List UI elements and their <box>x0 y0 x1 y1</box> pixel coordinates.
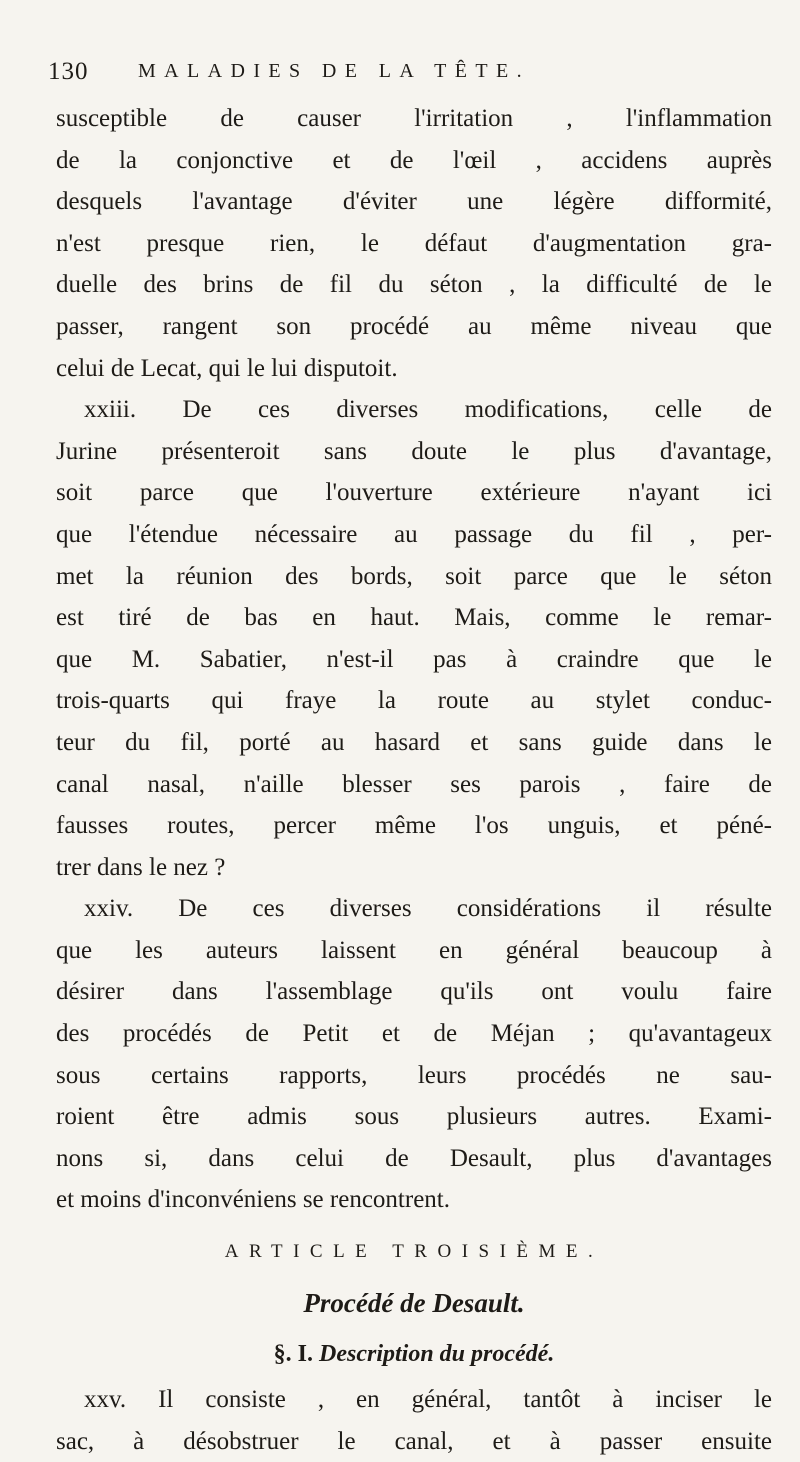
text-line: met la réunion des bords, soit parce que le séton <box>56 562 772 590</box>
text-line: trer dans le nez ? <box>56 853 226 881</box>
paragraph <box>56 98 772 389</box>
text-line: celui de Lecat, qui le lui disputoit. <box>56 354 398 382</box>
running-title: MALADIES DE LA TÊTE. <box>138 60 531 82</box>
section-title: Procédé de Desault. <box>303 1288 525 1319</box>
article-heading: ARTICLE TROISIÈME. <box>224 1241 604 1263</box>
text-line: teur du fil, porté au hasard et sans guide dans le <box>56 728 772 756</box>
text-line: n'est presque rien, le défaut d'augmentation gra- <box>56 229 772 257</box>
text-line: que M. Sabatier, n'est-il pas à craindre que le <box>56 645 772 673</box>
text-line: et moins d'inconvéniens se rencontrent. <box>56 1186 450 1214</box>
paragraph <box>56 888 772 1221</box>
text-line: que les auteurs laissent en général beaucoup à <box>56 936 772 964</box>
text-line: passer, rangent son procédé au même niveau que <box>56 312 772 340</box>
paragraph <box>56 1379 772 1462</box>
text-line: susceptible de causer l'irritation , l'inflammation <box>56 105 772 132</box>
page-number: 130 <box>48 58 89 85</box>
text-line: soit parce que l'ouverture extérieure n'ayant ici <box>56 479 772 507</box>
body-text <box>56 98 772 1462</box>
text-line: désirer dans l'assemblage qu'ils ont voulu faire <box>56 978 772 1006</box>
text-line: sous certains rapports, leurs procédés ne sau- <box>56 1061 772 1089</box>
text-line: de la conjonctive et de l'œil , accidens auprès <box>56 146 772 174</box>
text-line: roient être admis sous plusieurs autres. Exami- <box>56 1103 772 1131</box>
text-line: desquels l'avantage d'éviter une légère difformité, <box>56 188 772 216</box>
text-line: que l'étendue nécessaire au passage du fil , per- <box>56 520 772 548</box>
section-mark: §. I. <box>273 1341 314 1368</box>
subsection-title: Description du procédé. <box>319 1341 555 1368</box>
text-line: des procédés de Petit et de Méjan ; qu'avantageux <box>56 1020 772 1048</box>
subsection-heading <box>56 1329 772 1379</box>
text-line: est tiré de bas en haut. Mais, comme le remar- <box>56 604 772 632</box>
text-line: xxiii. De ces diverses modifications, celle de <box>84 396 772 424</box>
text-line: trois-quarts qui fraye la route au stylet conduc- <box>56 687 772 715</box>
paragraph <box>56 389 772 888</box>
text-line: xxiv. De ces diverses considérations il résulte <box>84 895 772 923</box>
text-line: fausses routes, percer même l'os unguis, et péné- <box>56 812 772 840</box>
page-header <box>48 58 768 98</box>
text-line: xxv. Il consiste , en général, tantôt à inciser le <box>84 1386 772 1414</box>
text-line: nons si, dans celui de Desault, plus d'avantages <box>56 1144 772 1172</box>
text-line: canal nasal, n'aille blesser ses parois , faire de <box>56 770 772 798</box>
text-line: Jurine présenteroit sans doute le plus d'avantage, <box>56 437 772 465</box>
text-line: duelle des brins de fil du séton , la difficulté de le <box>56 271 772 299</box>
text-line: sac, à désobstruer le canal, et à passer ensuite <box>56 1427 772 1455</box>
